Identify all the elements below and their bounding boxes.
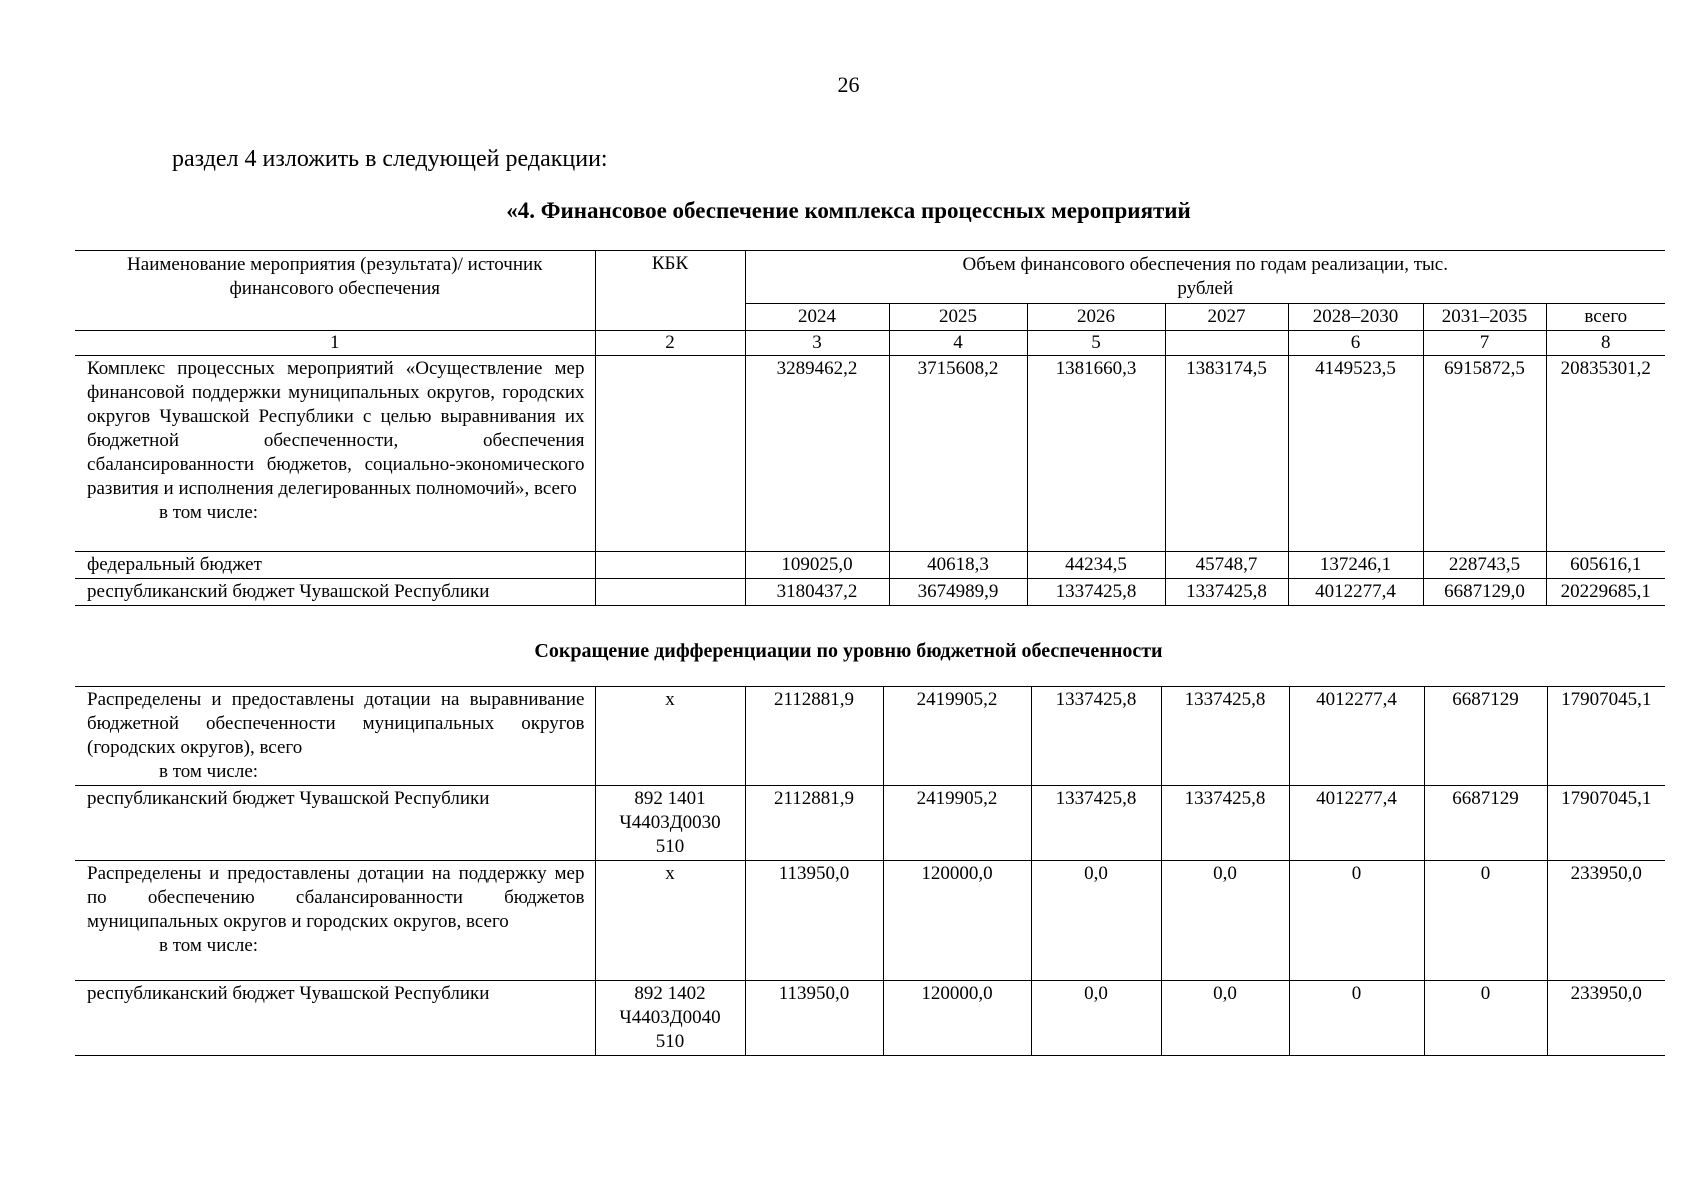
value-cell: 0 xyxy=(1424,861,1547,981)
row-name-cell xyxy=(75,861,595,981)
value-cell: 233950,0 xyxy=(1547,861,1665,981)
finance-table xyxy=(75,250,1665,606)
column-number: 3 xyxy=(745,331,889,356)
value-cell: 4012277,4 xyxy=(1289,687,1424,786)
value-cell: 6687129 xyxy=(1424,786,1547,861)
row-subnote: в том числе: xyxy=(159,502,259,523)
value-cell: 1337425,8 xyxy=(1165,579,1288,606)
year-header: 2028–2030 xyxy=(1288,304,1423,331)
value-cell: 17907045,1 xyxy=(1547,786,1665,861)
value-cell: 233950,0 xyxy=(1547,981,1665,1056)
header-kbk: КБК xyxy=(595,251,745,331)
value-cell: 3715608,2 xyxy=(889,356,1027,552)
column-number: 5 xyxy=(1027,331,1165,356)
table-row xyxy=(75,981,1665,1056)
section-heading: «4. Финансовое обеспечение комплекса процессных мероприятий xyxy=(506,198,1191,223)
value-cell: 0,0 xyxy=(1031,981,1161,1056)
column-number: 8 xyxy=(1546,331,1665,356)
value-cell: 3180437,2 xyxy=(745,579,889,606)
table-row xyxy=(75,786,1665,861)
value-cell: 2112881,9 xyxy=(745,687,883,786)
year-header: 2024 xyxy=(745,304,889,331)
value-cell: 113950,0 xyxy=(745,981,883,1056)
value-cell: 20835301,2 xyxy=(1546,356,1665,552)
value-cell: 1383174,5 xyxy=(1165,356,1288,552)
value-cell: 1337425,8 xyxy=(1031,687,1161,786)
row-name: республиканский бюджет Чувашской Республики xyxy=(87,581,490,602)
row-subnote: в том числе: xyxy=(159,935,259,956)
column-number: 7 xyxy=(1423,331,1546,356)
value-cell: 3674989,9 xyxy=(889,579,1027,606)
section-title: Сокращение дифференциации по уровню бюджетной обеспеченности xyxy=(534,640,1163,662)
row-subnote: в том числе: xyxy=(159,761,259,782)
kbk-cell xyxy=(595,356,745,552)
header-name: Наименование мероприятия (результата)/ источник финансового обеспечения xyxy=(75,251,595,331)
table-row xyxy=(75,861,1665,981)
intro-text: раздел 4 изложить в следующей редакции: xyxy=(172,146,608,172)
column-number-row xyxy=(75,331,1665,356)
value-cell: 120000,0 xyxy=(883,981,1031,1056)
row-name: республиканский бюджет Чувашской Республики xyxy=(87,983,490,1004)
value-cell: 2419905,2 xyxy=(883,786,1031,861)
row-name-cell xyxy=(75,981,595,1056)
row-name: Распределены и предоставлены дотации на поддержку мер по обеспечению сбалансированности бюджетов муниципальных округов и городских округов, всего xyxy=(87,863,585,932)
column-number: 2 xyxy=(595,331,745,356)
value-cell: 228743,5 xyxy=(1423,552,1546,579)
row-name: федеральный бюджет xyxy=(87,554,262,575)
year-header: всего xyxy=(1546,304,1665,331)
value-cell: 137246,1 xyxy=(1288,552,1423,579)
value-cell: 113950,0 xyxy=(745,861,883,981)
row-name-cell xyxy=(75,552,595,579)
column-number: 6 xyxy=(1288,331,1423,356)
value-cell: 120000,0 xyxy=(883,861,1031,981)
row-name-cell xyxy=(75,687,595,786)
year-header: 2027 xyxy=(1165,304,1288,331)
value-cell: 4012277,4 xyxy=(1289,786,1424,861)
value-cell: 1337425,8 xyxy=(1161,687,1289,786)
value-cell: 1337425,8 xyxy=(1161,786,1289,861)
header-volume: Объем финансового обеспечения по годам реализации, тыс. рублей xyxy=(745,251,1665,304)
year-header: 2031–2035 xyxy=(1423,304,1546,331)
value-cell: 605616,1 xyxy=(1546,552,1665,579)
table-row xyxy=(75,579,1665,606)
page-number: 26 xyxy=(837,72,860,97)
value-cell: 0,0 xyxy=(1161,861,1289,981)
value-cell: 1337425,8 xyxy=(1027,579,1165,606)
row-name: Комплекс процессных мероприятий «Осуществление мер финансовой поддержки муниципальных округов, городских округов Чувашской Республики с целью выравнивания их бюджетной обеспеченности, обеспечения сбалансированности бюджетов, социально-экономического развития и исполнения делегированных полномочий», всего xyxy=(87,358,585,499)
year-header: 2025 xyxy=(889,304,1027,331)
value-cell: 44234,5 xyxy=(1027,552,1165,579)
value-cell: 45748,7 xyxy=(1165,552,1288,579)
kbk-cell xyxy=(595,579,745,606)
value-cell: 6915872,5 xyxy=(1423,356,1546,552)
table-row xyxy=(75,687,1665,786)
row-name-cell xyxy=(75,579,595,606)
value-cell: 0 xyxy=(1424,981,1547,1056)
kbk-cell: х xyxy=(595,861,745,981)
value-cell: 0 xyxy=(1289,981,1424,1056)
value-cell: 1337425,8 xyxy=(1031,786,1161,861)
value-cell: 20229685,1 xyxy=(1546,579,1665,606)
column-number: 1 xyxy=(75,331,595,356)
kbk-cell: 892 1402 Ч4403Д0040 510 xyxy=(595,981,745,1056)
value-cell: 109025,0 xyxy=(745,552,889,579)
column-number xyxy=(1165,331,1288,356)
value-cell: 1381660,3 xyxy=(1027,356,1165,552)
year-header: 2026 xyxy=(1027,304,1165,331)
value-cell: 2112881,9 xyxy=(745,786,883,861)
row-name-cell xyxy=(75,356,595,552)
value-cell: 3289462,2 xyxy=(745,356,889,552)
kbk-cell xyxy=(595,552,745,579)
column-number: 4 xyxy=(889,331,1027,356)
value-cell: 0,0 xyxy=(1031,861,1161,981)
value-cell: 4149523,5 xyxy=(1288,356,1423,552)
table-row xyxy=(75,552,1665,579)
row-name-cell xyxy=(75,786,595,861)
row-name: республиканский бюджет Чувашской Республики xyxy=(87,788,490,809)
value-cell: 40618,3 xyxy=(889,552,1027,579)
section-table xyxy=(75,686,1665,1056)
value-cell: 0 xyxy=(1289,861,1424,981)
row-name: Распределены и предоставлены дотации на выравнивание бюджетной обеспеченности муниципальных округов (городских округов), всего xyxy=(87,689,585,758)
value-cell: 2419905,2 xyxy=(883,687,1031,786)
kbk-cell: х xyxy=(595,687,745,786)
value-cell: 17907045,1 xyxy=(1547,687,1665,786)
kbk-cell: 892 1401 Ч4403Д0030 510 xyxy=(595,786,745,861)
value-cell: 4012277,4 xyxy=(1288,579,1423,606)
table-row xyxy=(75,356,1665,552)
value-cell: 0,0 xyxy=(1161,981,1289,1056)
value-cell: 6687129,0 xyxy=(1423,579,1546,606)
value-cell: 6687129 xyxy=(1424,687,1547,786)
